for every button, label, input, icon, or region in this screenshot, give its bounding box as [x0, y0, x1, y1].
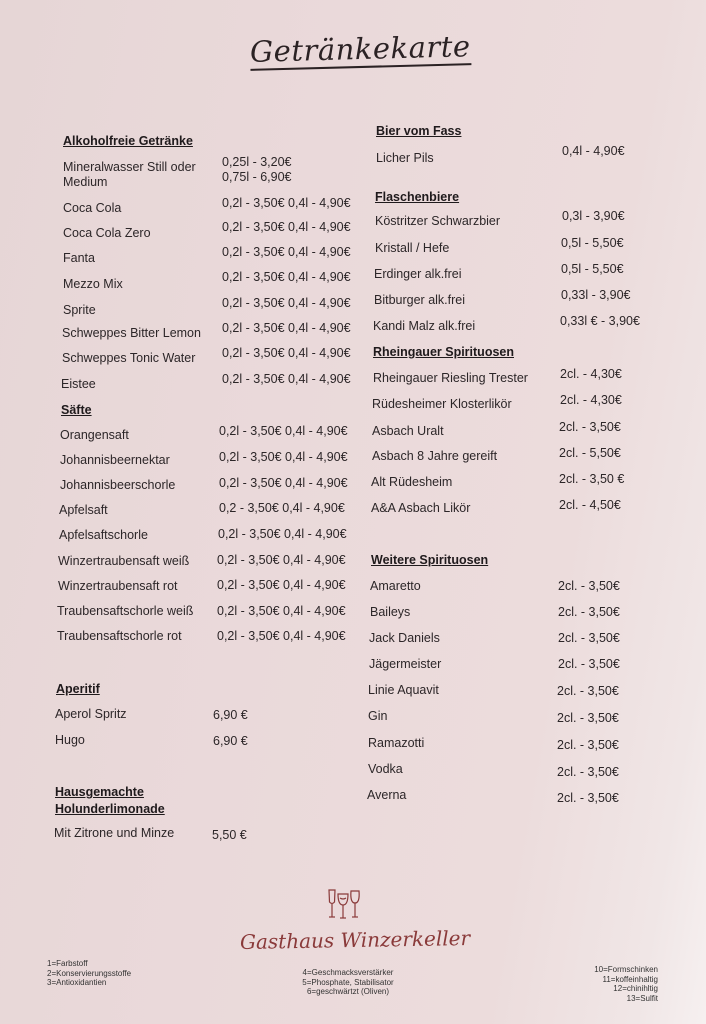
legend-entry: 13=Sulfit	[626, 993, 658, 1003]
menu-item-name: A&A Asbach Likör	[371, 501, 471, 515]
menu-item-price: 0,2l - 3,50€ 0,4l - 4,90€	[217, 629, 346, 643]
menu-item-price: 0,2l - 3,50€ 0,4l - 4,90€	[222, 296, 351, 310]
section-heading: Alkoholfreie Getränke	[63, 134, 193, 148]
menu-item-name: Kandi Malz alk.frei	[373, 319, 476, 333]
menu-item-price: 0,5l - 5,50€	[561, 262, 624, 276]
legend-entry: 12=chinihltig	[613, 984, 658, 993]
menu-item-name: Coca Cola Zero	[63, 226, 151, 240]
menu-item-price: 2cl. - 3,50€	[558, 657, 620, 671]
legend-entry: 4=Geschmacksverstärker	[302, 968, 394, 977]
menu-item-price: 2cl. - 4,30€	[560, 367, 622, 381]
menu-item-price	[222, 155, 292, 185]
wine-glasses-icon	[325, 888, 365, 922]
menu-item-price: 2cl. - 4,30€	[560, 393, 622, 407]
menu-item-price: 0,33l € - 3,90€	[560, 314, 640, 328]
menu-item-name: Coca Cola	[63, 201, 122, 215]
legend-entry: 6=geschwärtzt (Oliven)	[306, 987, 390, 996]
menu-item-name: Traubensaftschorle rot	[57, 629, 182, 643]
legend-entry: 10=Formschinken	[594, 965, 658, 974]
menu-item-price: 0,2l - 3,50€ 0,4l - 4,90€	[217, 553, 346, 567]
menu-item-price: 6,90 €	[213, 734, 248, 748]
menu-item-name: Apfelsaftschorle	[59, 528, 148, 542]
menu-item-price: 2cl. - 3,50€	[557, 711, 619, 725]
menu-item-price: 2cl. - 3,50€	[559, 420, 621, 434]
menu-item-name: Schweppes Tonic Water	[62, 351, 196, 365]
menu-item-name: Rüdesheimer Klosterlikör	[372, 397, 512, 411]
menu-item-price: 0,3l - 3,90€	[562, 209, 625, 223]
menu-item-price: 0,2l - 3,50€ 0,4l - 4,90€	[222, 245, 351, 259]
legend-entry: 3=Antioxidantien	[47, 978, 107, 987]
menu-item-name: Ramazotti	[368, 736, 425, 750]
menu-item-price: 0,2l - 3,50€ 0,4l - 4,90€	[222, 270, 351, 284]
menu-item-name: Mit Zitrone und Minze	[54, 826, 175, 840]
section-heading: Bier vom Fass	[376, 124, 462, 138]
menu-item-price: 0,2l - 3,50€ 0,4l - 4,90€	[222, 372, 351, 386]
menu-item-name: Averna	[367, 788, 407, 802]
menu-item-price: 2cl. - 3,50€	[557, 738, 619, 752]
legend-entry: 5=Phosphate, Stabilisator	[302, 977, 394, 987]
menu-item-name: Köstritzer Schwarzbier	[375, 214, 501, 228]
menu-item-price: 0,2l - 3,50€ 0,4l - 4,90€	[219, 424, 348, 438]
menu-item-name: Jägermeister	[369, 657, 442, 671]
menu-item-name	[63, 160, 196, 190]
section-heading	[55, 784, 165, 818]
price-line2: 0,75l - 6,90€	[222, 170, 292, 184]
heading-line2: Holunderlimonade	[55, 802, 165, 816]
additives-legend-left	[47, 959, 131, 988]
legend-entry: 2=Konservierungsstoffe	[47, 968, 132, 978]
menu-item-name: Asbach Uralt	[372, 424, 444, 438]
menu-item-name: Orangensaft	[60, 428, 129, 442]
menu-item-price: 0,2l - 3,50€ 0,4l - 4,90€	[222, 220, 351, 234]
menu-item-name: Alt Rüdesheim	[371, 475, 453, 489]
menu-item-price: 2cl. - 3,50€	[557, 765, 619, 779]
menu-item-name: Mezzo Mix	[63, 277, 123, 291]
menu-item-name: Jack Daniels	[369, 631, 440, 645]
price-line1: 0,25l - 3,20€	[222, 155, 292, 169]
menu-item-name: Rheingauer Riesling Trester	[373, 371, 528, 385]
menu-item-price: 2cl. - 3,50€	[557, 684, 619, 698]
menu-item-price: 2cl. - 3,50 €	[559, 472, 625, 486]
restaurant-name: Gasthaus Winzerkeller	[239, 925, 471, 955]
menu-item-price: 2cl. - 4,50€	[559, 498, 621, 512]
menu-item-name: Eistee	[61, 377, 96, 391]
menu-item-price: 0,2l - 3,50€ 0,4l - 4,90€	[217, 578, 346, 592]
menu-item-name: Winzertraubensaft rot	[58, 579, 178, 593]
menu-item-price: 0,4l - 4,90€	[562, 144, 625, 158]
menu-item-name: Amaretto	[370, 579, 421, 593]
menu-item-name: Johannisbeerschorle	[60, 478, 176, 492]
item-name-line2: Medium	[63, 175, 108, 189]
section-heading: Flaschenbiere	[375, 190, 460, 204]
menu-item-price: 0,2l - 3,50€ 0,4l - 4,90€	[222, 196, 351, 210]
menu-item-name: Gin	[368, 709, 388, 723]
menu-item-price: 0,33l - 3,90€	[561, 288, 631, 302]
menu-item-name: Erdinger alk.frei	[374, 267, 462, 281]
heading-line1: Hausgemachte	[55, 785, 144, 799]
menu-item-name: Licher Pils	[376, 151, 434, 165]
section-heading: Aperitif	[56, 682, 100, 696]
item-name-line1: Mineralwasser Still oder	[63, 160, 196, 174]
legend-entry: 11=koffeinhaltig	[602, 974, 658, 984]
menu-item-name: Fanta	[63, 251, 95, 265]
menu-item-price: 0,2l - 3,50€ 0,4l - 4,90€	[218, 527, 347, 541]
menu-item-name: Hugo	[55, 733, 85, 747]
menu-item-price: 2cl. - 5,50€	[559, 446, 621, 460]
section-heading: Säfte	[61, 403, 92, 417]
menu-item-price: 0,2l - 3,50€ 0,4l - 4,90€	[219, 450, 348, 464]
menu-item-name: Kristall / Hefe	[375, 241, 450, 255]
section-heading: Weitere Spirituosen	[371, 553, 489, 567]
menu-item-name: Apfelsaft	[59, 503, 108, 517]
menu-item-price: 2cl. - 3,50€	[557, 791, 619, 805]
menu-item-price: 5,50 €	[212, 828, 247, 842]
menu-item-price: 2cl. - 3,50€	[558, 631, 620, 645]
menu-title: Getränkekarte	[249, 29, 471, 69]
menu-item-name: Winzertraubensaft weiß	[58, 554, 190, 568]
menu-item-price: 0,2 - 3,50€ 0,4l - 4,90€	[219, 501, 345, 515]
legend-entry: 1=Farbstoff	[47, 959, 88, 968]
section-heading: Rheingauer Spirituosen	[373, 345, 514, 359]
menu-item-name: Vodka	[368, 762, 403, 776]
menu-item-name: Schweppes Bitter Lemon	[62, 326, 201, 340]
menu-item-name: Baileys	[370, 605, 411, 619]
menu-item-price: 2cl. - 3,50€	[558, 579, 620, 593]
menu-item-name: Asbach 8 Jahre gereift	[372, 449, 498, 463]
menu-item-price: 0,2l - 3,50€ 0,4l - 4,90€	[219, 476, 348, 490]
menu-item-name: Johannisbeernektar	[60, 453, 170, 467]
menu-item-name: Aperol Spritz	[55, 707, 127, 721]
menu-item-price: 0,2l - 3,50€ 0,4l - 4,90€	[222, 321, 351, 335]
menu-item-price: 0,5l - 5,50€	[561, 236, 624, 250]
menu-item-name: Sprite	[63, 303, 96, 317]
menu-item-price: 6,90 €	[213, 708, 248, 722]
menu-item-name: Traubensaftschorle weiß	[57, 604, 194, 618]
menu-item-price: 0,2l - 3,50€ 0,4l - 4,90€	[217, 604, 346, 618]
additives-legend-right	[560, 965, 658, 1003]
menu-item-name: Bitburger alk.frei	[374, 293, 466, 307]
menu-item-price: 0,2l - 3,50€ 0,4l - 4,90€	[222, 346, 351, 360]
additives-legend-center	[288, 968, 408, 997]
menu-item-name: Linie Aquavit	[368, 683, 439, 697]
menu-item-price: 2cl. - 3,50€	[558, 605, 620, 619]
